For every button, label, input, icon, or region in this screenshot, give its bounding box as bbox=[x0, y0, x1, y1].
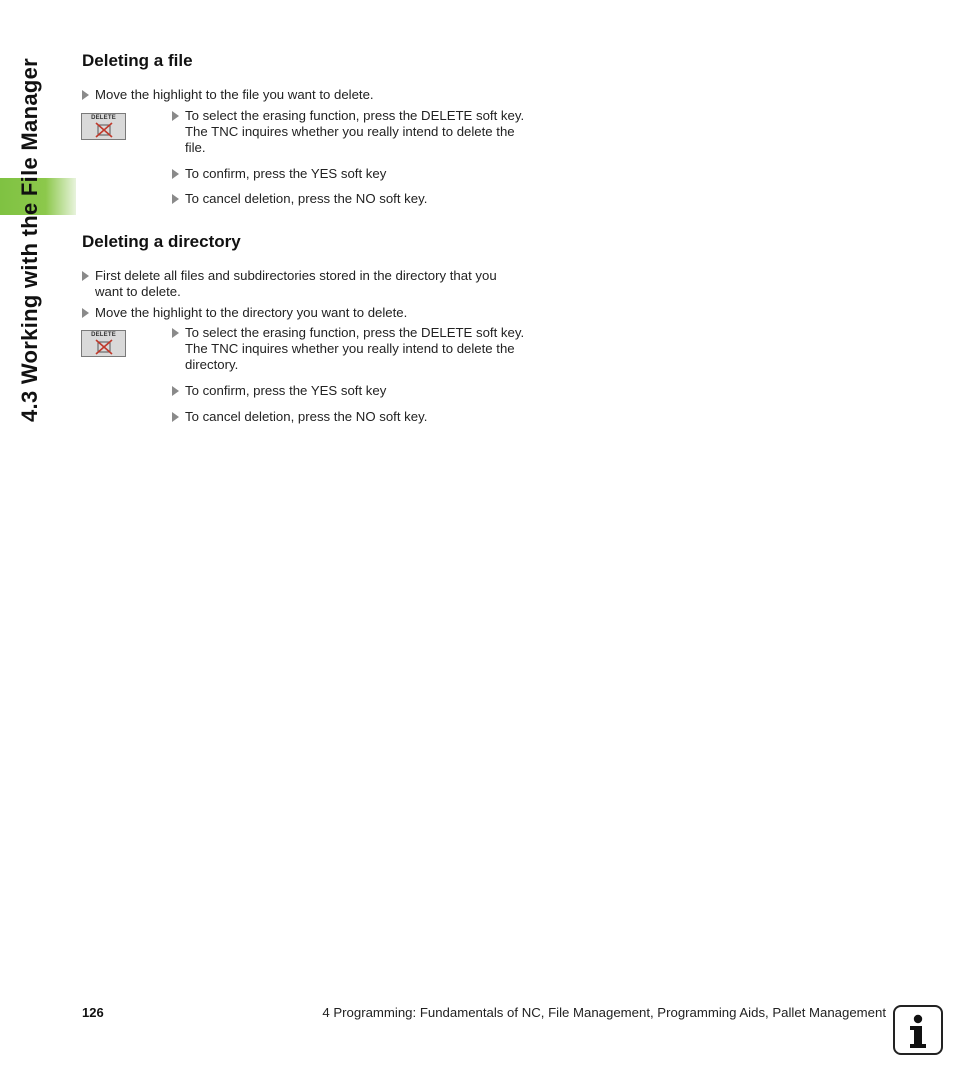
list-item: First delete all files and subdirectories stored in the directory that you want to delete. bbox=[95, 268, 525, 300]
list-item: To confirm, press the YES soft key bbox=[185, 166, 530, 182]
page-number: 126 bbox=[82, 1005, 104, 1020]
arrow-icon bbox=[172, 169, 179, 179]
arrow-icon bbox=[172, 194, 179, 204]
list-item: To cancel deletion, press the NO soft key. bbox=[185, 409, 530, 425]
arrow-icon bbox=[82, 90, 89, 100]
footer-chapter-title: 4 Programming: Fundamentals of NC, File Management, Programming Aids, Pallet Management bbox=[322, 1005, 886, 1020]
arrow-icon bbox=[82, 271, 89, 281]
delete-cross-icon bbox=[94, 122, 114, 138]
heading-deleting-file: Deleting a file bbox=[82, 51, 193, 70]
list-item: To select the erasing function, press the DELETE soft key. The TNC inquires whether you really intend to delete the directory. bbox=[185, 325, 530, 373]
list-item: To cancel deletion, press the NO soft key. bbox=[185, 191, 530, 207]
delete-softkey[interactable]: DELETE bbox=[81, 113, 126, 140]
arrow-icon bbox=[172, 111, 179, 121]
info-icon bbox=[893, 1005, 943, 1055]
list-item: To select the erasing function, press the DELETE soft key. The TNC inquires whether you really intend to delete the file. bbox=[185, 108, 530, 156]
delete-cross-icon bbox=[94, 339, 114, 355]
delete-softkey[interactable]: DELETE bbox=[81, 330, 126, 357]
list-item: Move the highlight to the file you want to delete. bbox=[95, 87, 515, 103]
arrow-icon bbox=[172, 412, 179, 422]
heading-deleting-directory: Deleting a directory bbox=[82, 232, 241, 251]
arrow-icon bbox=[172, 328, 179, 338]
arrow-icon bbox=[82, 308, 89, 318]
list-item: Move the highlight to the directory you want to delete. bbox=[95, 305, 525, 321]
list-item: To confirm, press the YES soft key bbox=[185, 383, 530, 399]
arrow-icon bbox=[172, 386, 179, 396]
chapter-side-title: 4.3 Working with the File Manager bbox=[17, 58, 42, 422]
